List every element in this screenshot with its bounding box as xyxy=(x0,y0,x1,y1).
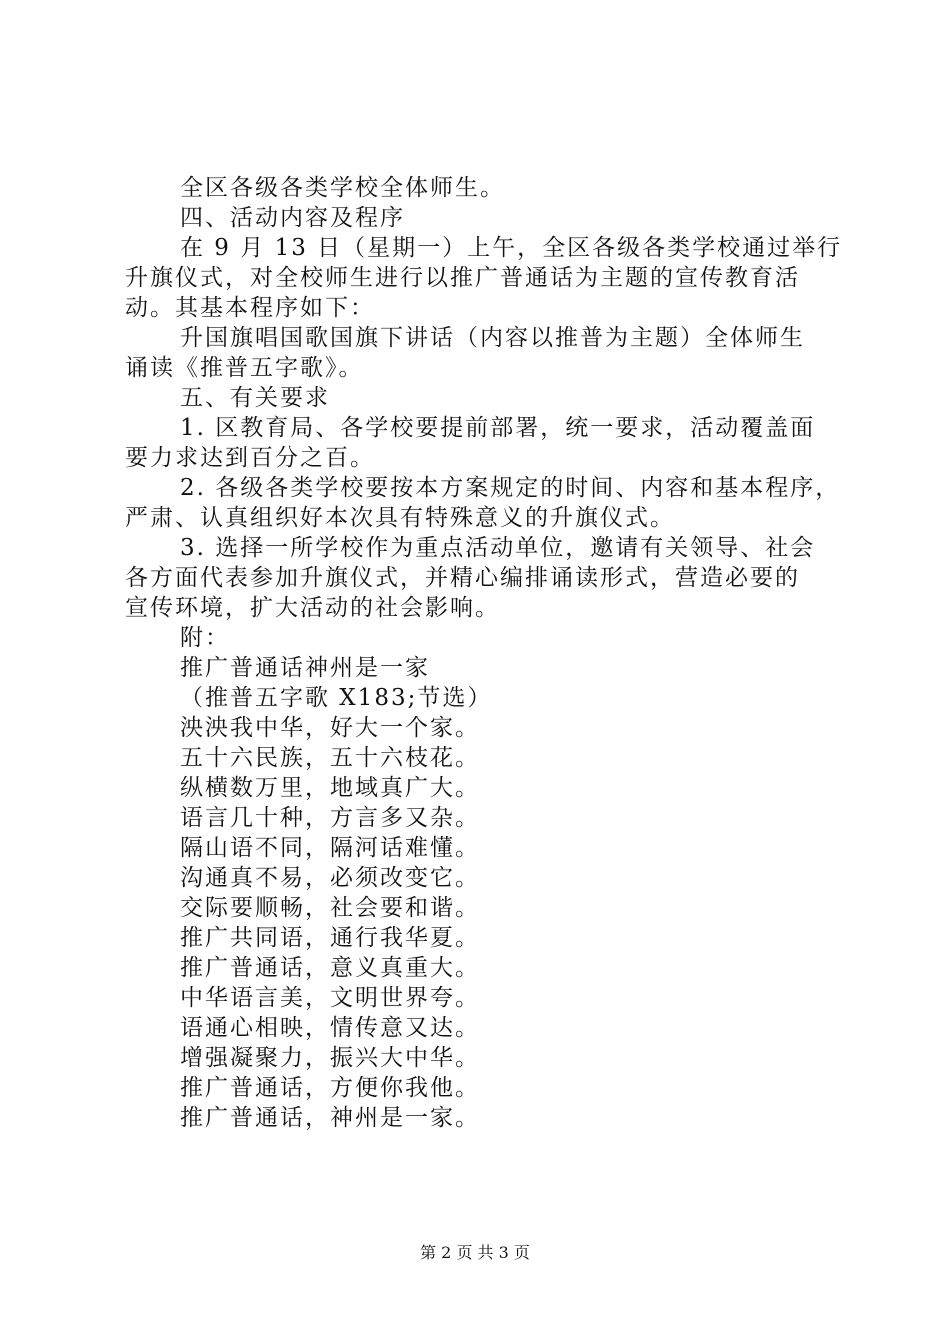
text-line: （推普五字歌 X183;节选） xyxy=(180,685,493,711)
text-line: 动。其基本程序如下： xyxy=(125,295,375,321)
text-line: 推广共同语，通行我华夏。 xyxy=(180,925,480,951)
text-line: 全区各级各类学校全体师生。 xyxy=(180,175,505,201)
page-footer: 第 2 页 共 3 页 xyxy=(420,1243,530,1262)
text-line: 四、活动内容及程序 xyxy=(180,205,405,231)
text-line: 推广普通话，方便你我他。 xyxy=(180,1075,480,1101)
text-line: 1. 区教育局、各学校要提前部署，统一要求，活动覆盖面 xyxy=(180,415,816,441)
text-line: 增强凝聚力，振兴大中华。 xyxy=(180,1045,480,1071)
text-line: 中华语言美，文明世界夸。 xyxy=(180,985,480,1011)
document-body xyxy=(125,173,843,1133)
text-line: 各方面代表参加升旗仪式，并精心编排诵读形式，营造必要的 xyxy=(125,565,800,591)
text-line: 隔山语不同，隔河话难懂。 xyxy=(180,835,480,861)
text-line: 纵横数万里，地域真广大。 xyxy=(180,775,480,801)
text-line: 五十六民族，五十六枝花。 xyxy=(180,745,480,771)
text-line: 诵读《推普五字歌》。 xyxy=(125,355,364,381)
text-line: 3. 选择一所学校作为重点活动单位，邀请有关领导、社会 xyxy=(180,535,816,561)
text-line: 沟通真不易，必须改变它。 xyxy=(180,865,480,891)
text-line: 推广普通话神州是一家 xyxy=(180,655,430,681)
text-line: 五、有关要求 xyxy=(180,385,330,411)
text-line: 升国旗唱国歌国旗下讲话（内容以推普为主题）全体师生 xyxy=(180,325,805,351)
text-line: 泱泱我中华，好大一个家。 xyxy=(180,715,480,741)
text-line: 要力求达到百分之百。 xyxy=(125,445,375,471)
text-line: 2. 各级各类学校要按本方案规定的时间、内容和基本程序， xyxy=(180,475,841,501)
text-line: 推广普通话，意义真重大。 xyxy=(180,955,480,981)
text-line: 升旗仪式，对全校师生进行以推广普通话为主题的宣传教育活 xyxy=(125,265,800,291)
text-line: 交际要顺畅，社会要和谐。 xyxy=(180,895,480,921)
text-line: 语言几十种，方言多又杂。 xyxy=(180,805,480,831)
text-line: 宣传环境，扩大活动的社会影响。 xyxy=(125,595,500,621)
text-line: 严肃、认真组织好本次具有特殊意义的升旗仪式。 xyxy=(125,505,675,531)
text-line: 语通心相映，情传意又达。 xyxy=(180,1015,480,1041)
text-line: 附： xyxy=(180,625,230,651)
text-line: 在 9 月 13 日（星期一）上午，全区各级各类学校通过举行 xyxy=(180,235,843,261)
text-line: 推广普通话，神州是一家。 xyxy=(180,1105,480,1131)
